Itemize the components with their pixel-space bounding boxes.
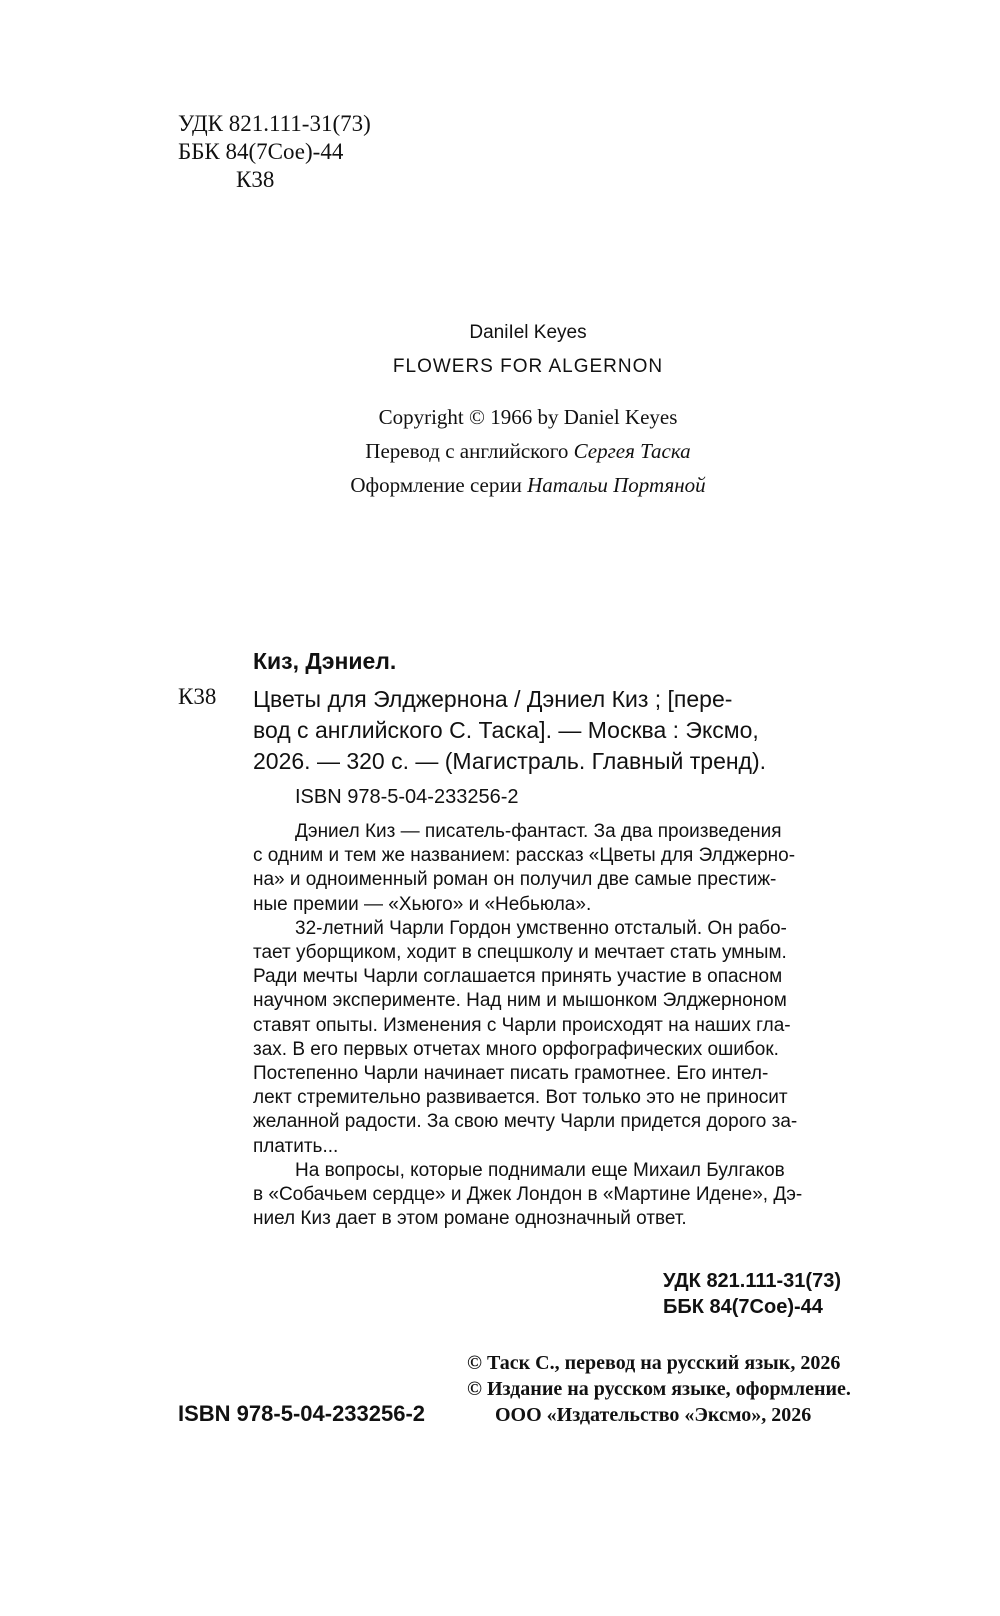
isbn-bottom: ISBN 978-5-04-233256-2 bbox=[178, 1401, 426, 1426]
catalog-description-line: вод с английского С. Таска]. — Москва : Эксмо, bbox=[253, 717, 759, 743]
annotation-line: научном эксперименте. Над ним и мышонком Элджерноном bbox=[253, 990, 787, 1012]
annotation-line: ставят опыты. Изменения с Чарли происходят на наших гла- bbox=[253, 1014, 791, 1036]
translation-label: Перевод с английского bbox=[365, 439, 574, 463]
bbk-code: ББК 84(7Сое)-44 bbox=[178, 139, 344, 164]
annotation-line: платить... bbox=[253, 1135, 339, 1157]
annotation-line: лект стремительно развивается. Вот только это не приносит bbox=[253, 1087, 788, 1109]
copyright-notices bbox=[467, 1350, 851, 1428]
series-design-line bbox=[0, 468, 1000, 502]
annotation-text bbox=[253, 820, 802, 1231]
udk-code: УДК 821.111-31(73) bbox=[178, 111, 371, 136]
original-author: DaniIel Keyes bbox=[469, 322, 587, 343]
credits-block bbox=[0, 400, 1000, 502]
annotation-line: 32-летний Чарли Гордон умственно отсталый. Он рабо- bbox=[295, 917, 787, 939]
annotation-line: желанной радости. За свою мечту Чарли придется дорого за- bbox=[253, 1111, 798, 1133]
author-sign: К38 bbox=[236, 167, 275, 192]
annotation-line: Дэниел Киз — писатель-фантаст. За два произведения bbox=[295, 821, 782, 842]
catalog-isbn: ISBN 978-5-04-233256-2 bbox=[295, 786, 519, 808]
annotation-line: на» и одноименный роман он получил две самые престиж- bbox=[253, 869, 777, 891]
translation-line bbox=[0, 434, 1000, 468]
header-classification-codes bbox=[178, 110, 371, 194]
card-bbk-code: ББК 84(7Сое)-44 bbox=[663, 1296, 823, 1318]
annotation-line: в «Собачьем сердце» и Джек Лондон в «Мартине Идене», Дэ- bbox=[253, 1184, 803, 1206]
copyright-translation: © Таск С., перевод на русский язык, 2026 bbox=[467, 1352, 841, 1374]
catalog-description-line: 2026. — 320 с. — (Магистраль. Главный тренд). bbox=[253, 748, 767, 774]
original-title-block bbox=[0, 322, 1000, 378]
copyright-publisher: ООО «Издательство «Эксмо», 2026 bbox=[495, 1404, 812, 1426]
annotation-line: ные премии — «Хьюго» и «Небьюла». bbox=[253, 893, 592, 915]
catalog-description-line: Цветы для Элджернона / Дэниел Киз ; [пере- bbox=[253, 686, 733, 712]
annotation-line: тает уборщиком, ходит в спецшколу и мечтает стать умным. bbox=[253, 942, 787, 964]
card-udk-code: УДК 821.111-31(73) bbox=[663, 1270, 841, 1292]
designer-name: Натальи Портяной bbox=[527, 473, 706, 497]
catalog-description bbox=[253, 684, 766, 777]
original-title: FLOWERS FOR ALGERNON bbox=[392, 356, 664, 377]
catalog-sign: К38 bbox=[178, 684, 217, 709]
annotation-line: Постепенно Чарли начинает писать грамотнее. Его интел- bbox=[253, 1063, 769, 1085]
annotation-line: ниел Киз дает в этом романе однозначный ответ. bbox=[253, 1208, 687, 1230]
annotation-line: с одним и тем же названием: рассказ «Цветы для Элджерно- bbox=[253, 845, 796, 867]
translator-name: Сергея Таска bbox=[573, 439, 691, 463]
copyright-line: Copyright © 1966 by Daniel Keyes bbox=[378, 405, 678, 429]
annotation-line: Ради мечты Чарли соглашается принять участие в опасном bbox=[253, 966, 783, 988]
card-classification-codes bbox=[663, 1268, 841, 1320]
annotation-line: зах. В его первых отчетах много орфографических ошибок. bbox=[253, 1038, 779, 1060]
copyright-edition: © Издание на русском языке, оформление. bbox=[467, 1378, 851, 1400]
catalog-author-heading: Киз, Дэниел. bbox=[253, 648, 397, 674]
annotation-line: На вопросы, которые поднимали еще Михаил Булгаков bbox=[295, 1159, 785, 1181]
design-label: Оформление серии bbox=[350, 473, 528, 497]
